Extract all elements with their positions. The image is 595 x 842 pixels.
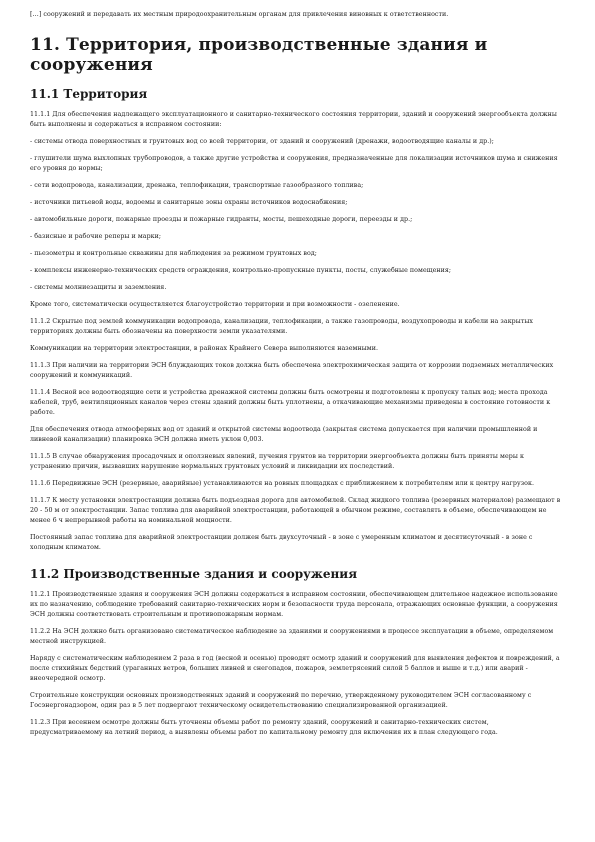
paragraph: 11.2.3 При весеннем осмотре должны быть уточнены объемы работ по ремонту зданий, сооружений и санитарно-технических систем, предусматриваемому на летний период, а выявлены объемы работ по капитальному ремонту для включения их в план следующего года.: [30, 719, 498, 736]
paragraph: - автомобильные дороги, пожарные проезды и пожарные гидранты, мосты, пешеходные дороги, переезды и др.;: [30, 216, 413, 223]
paragraph: - базисные и рабочие реперы и марки;: [30, 233, 162, 240]
chapter-title: 11. Территория, производственные здания и сооружения: [30, 35, 488, 75]
paragraph: 11.1.3 При наличии на территории ЭСН блуждающих токов должна быть обеспечена электрохимическая защита от коррозии подземных металлических сооружений и коммуникаций.: [30, 362, 554, 379]
paragraph: - пьезометры и контрольные скважины для наблюдения за режимом грунтовых вод;: [30, 250, 317, 257]
section-title-territory: 11.1 Территория: [30, 87, 148, 101]
paragraph: 11.1.7 К месту установки электростанции должна быть подъездная дорога для автомобилей. Склад жидкого топлива (резервных материалов) размещают в 20 - 50 м от электростанции. Запас топлива для аварийной электростанции, работающей в обычном режиме, составлять в объеме, обеспечивающем не менее 6 ч непрерывной работы на номинальной мощности.: [30, 497, 561, 524]
paragraph: Строительные конструкции основных производственных зданий и сооружений по перечню, утвержденному руководителем ЭСН согласованному с Госэнергонадзором, один раз в 5 лет подвергают техническому освидетельствованию специализированной организацией.: [30, 692, 532, 709]
paragraph: - системы отвода поверхностных и грунтовых вод со всей территории, от зданий и сооружений (дренажи, водоотводящие каналы и др.);: [30, 138, 494, 145]
paragraph: 11.1.4 Весной все водоотводящие сети и устройства дренажной системы должны быть осмотрены и подготовлены к пропуску талых вод; места прохода кабелей, труб, вентиляционных каналов через стены зданий должны быть уплотнены, а откачивающие механизмы приведены в состояние готовности к работе.: [30, 389, 551, 416]
paragraph: 11.1.5 В случае обнаружения просадочных и оползневых явлений, пучения грунтов на территории энергообъекта должны быть приняты меры к устранению причин, вызвавших нарушение нормальных грунтовых условий и ликвидации их последствий.: [30, 453, 524, 470]
paragraph: - системы молниезащиты и заземления.: [30, 284, 167, 291]
paragraph: 11.1.1 Для обеспечения надлежащего эксплуатационного и санитарно-технического состояния территории, зданий и сооружений энергообъекта должны быть выполнены и содержаться в исправном состоянии:: [30, 111, 557, 128]
paragraph: - комплексы инженерно-технических средств ограждения, контрольно-пропускные пункты, посты, служебные помещения;: [30, 267, 452, 274]
paragraph: Коммуникации на территории электростанции, в районах Крайнего Севера выполняются наземными.: [30, 345, 379, 352]
paragraph: Для обеспечения отвода атмосферных вод от зданий и открытой системы водоотвода (закрытая система допускается при наличии промышленной и ливневой канализации) планировка ЭСН должна иметь уклон 0,003.: [30, 426, 538, 443]
lead-text: […] сооружений и передавать их местным природоохранительным органам для привлечения виновных к ответственности.: [30, 11, 449, 18]
section-territory-body: [30, 110, 561, 553]
paragraph: - глушители шума выхлопных трубопроводов, а также другие устройства и сооружения, предназначенные для локализации источников шума и снижения его уровня до нормы;: [30, 155, 558, 172]
paragraph: Наряду с систематическим наблюдением 2 раза в год (весной и осенью) проводят осмотр зданий и сооружений для выявления дефектов и повреждений, а после стихийных бедствий (ураганных ветров, больших ливней и снегопадов, пожаров, землетрясений силой 5 баллов и выше и т.д.) или аварий - внеочередной осмотр.: [30, 655, 560, 682]
paragraph: 11.2.2 На ЭСН должно быть организовано систематическое наблюдение за зданиями и сооружениями в процессе эксплуатации в объеме, определяемом местной инструкцией.: [30, 628, 554, 645]
paragraph: Постоянный запас топлива для аварийной электростанции должен быть двухсуточный - в зоне с умеренным климатом и десятисуточный - в зоне с холодным климатом.: [30, 534, 533, 551]
paragraph: - источники питьевой воды, водоемы и санитарные зоны охраны источников водоснабжения;: [30, 199, 348, 206]
paragraph: 11.1.6 Передвижные ЭСН (резервные, аварийные) устанавливаются на ровных площадках с приближением к потребителям или к центру нагрузок.: [30, 480, 535, 487]
section-buildings-body: [30, 590, 561, 738]
paragraph: 11.1.2 Скрытые под землей коммуникации водопровода, канализации, теплофикации, а также газопроводы, воздухопроводы и кабели на закрытых территориях должны быть обозначены на поверхности земли указателями.: [30, 318, 534, 335]
paragraph: - сети водопровода, канализации, дренажа, теплофикации, транспортные газообразного топлива;: [30, 182, 364, 189]
paragraph: 11.2.1 Производственные здания и сооружения ЭСН должны содержаться в исправном состоянии, обеспечивающем длительное надежное использование их по назначению, соблюдение требований санитарно-технических норм и безопасности труда персонала, отражающих основные функции, а сооружения ЭСН должны соответствовать строительным и противопожарным нормам.: [30, 591, 558, 618]
section-title-buildings: 11.2 Производственные здания и сооружения: [30, 567, 358, 581]
paragraph: Кроме того, систематически осуществляется благоустройство территории и при возможности - озеленение.: [30, 301, 400, 308]
